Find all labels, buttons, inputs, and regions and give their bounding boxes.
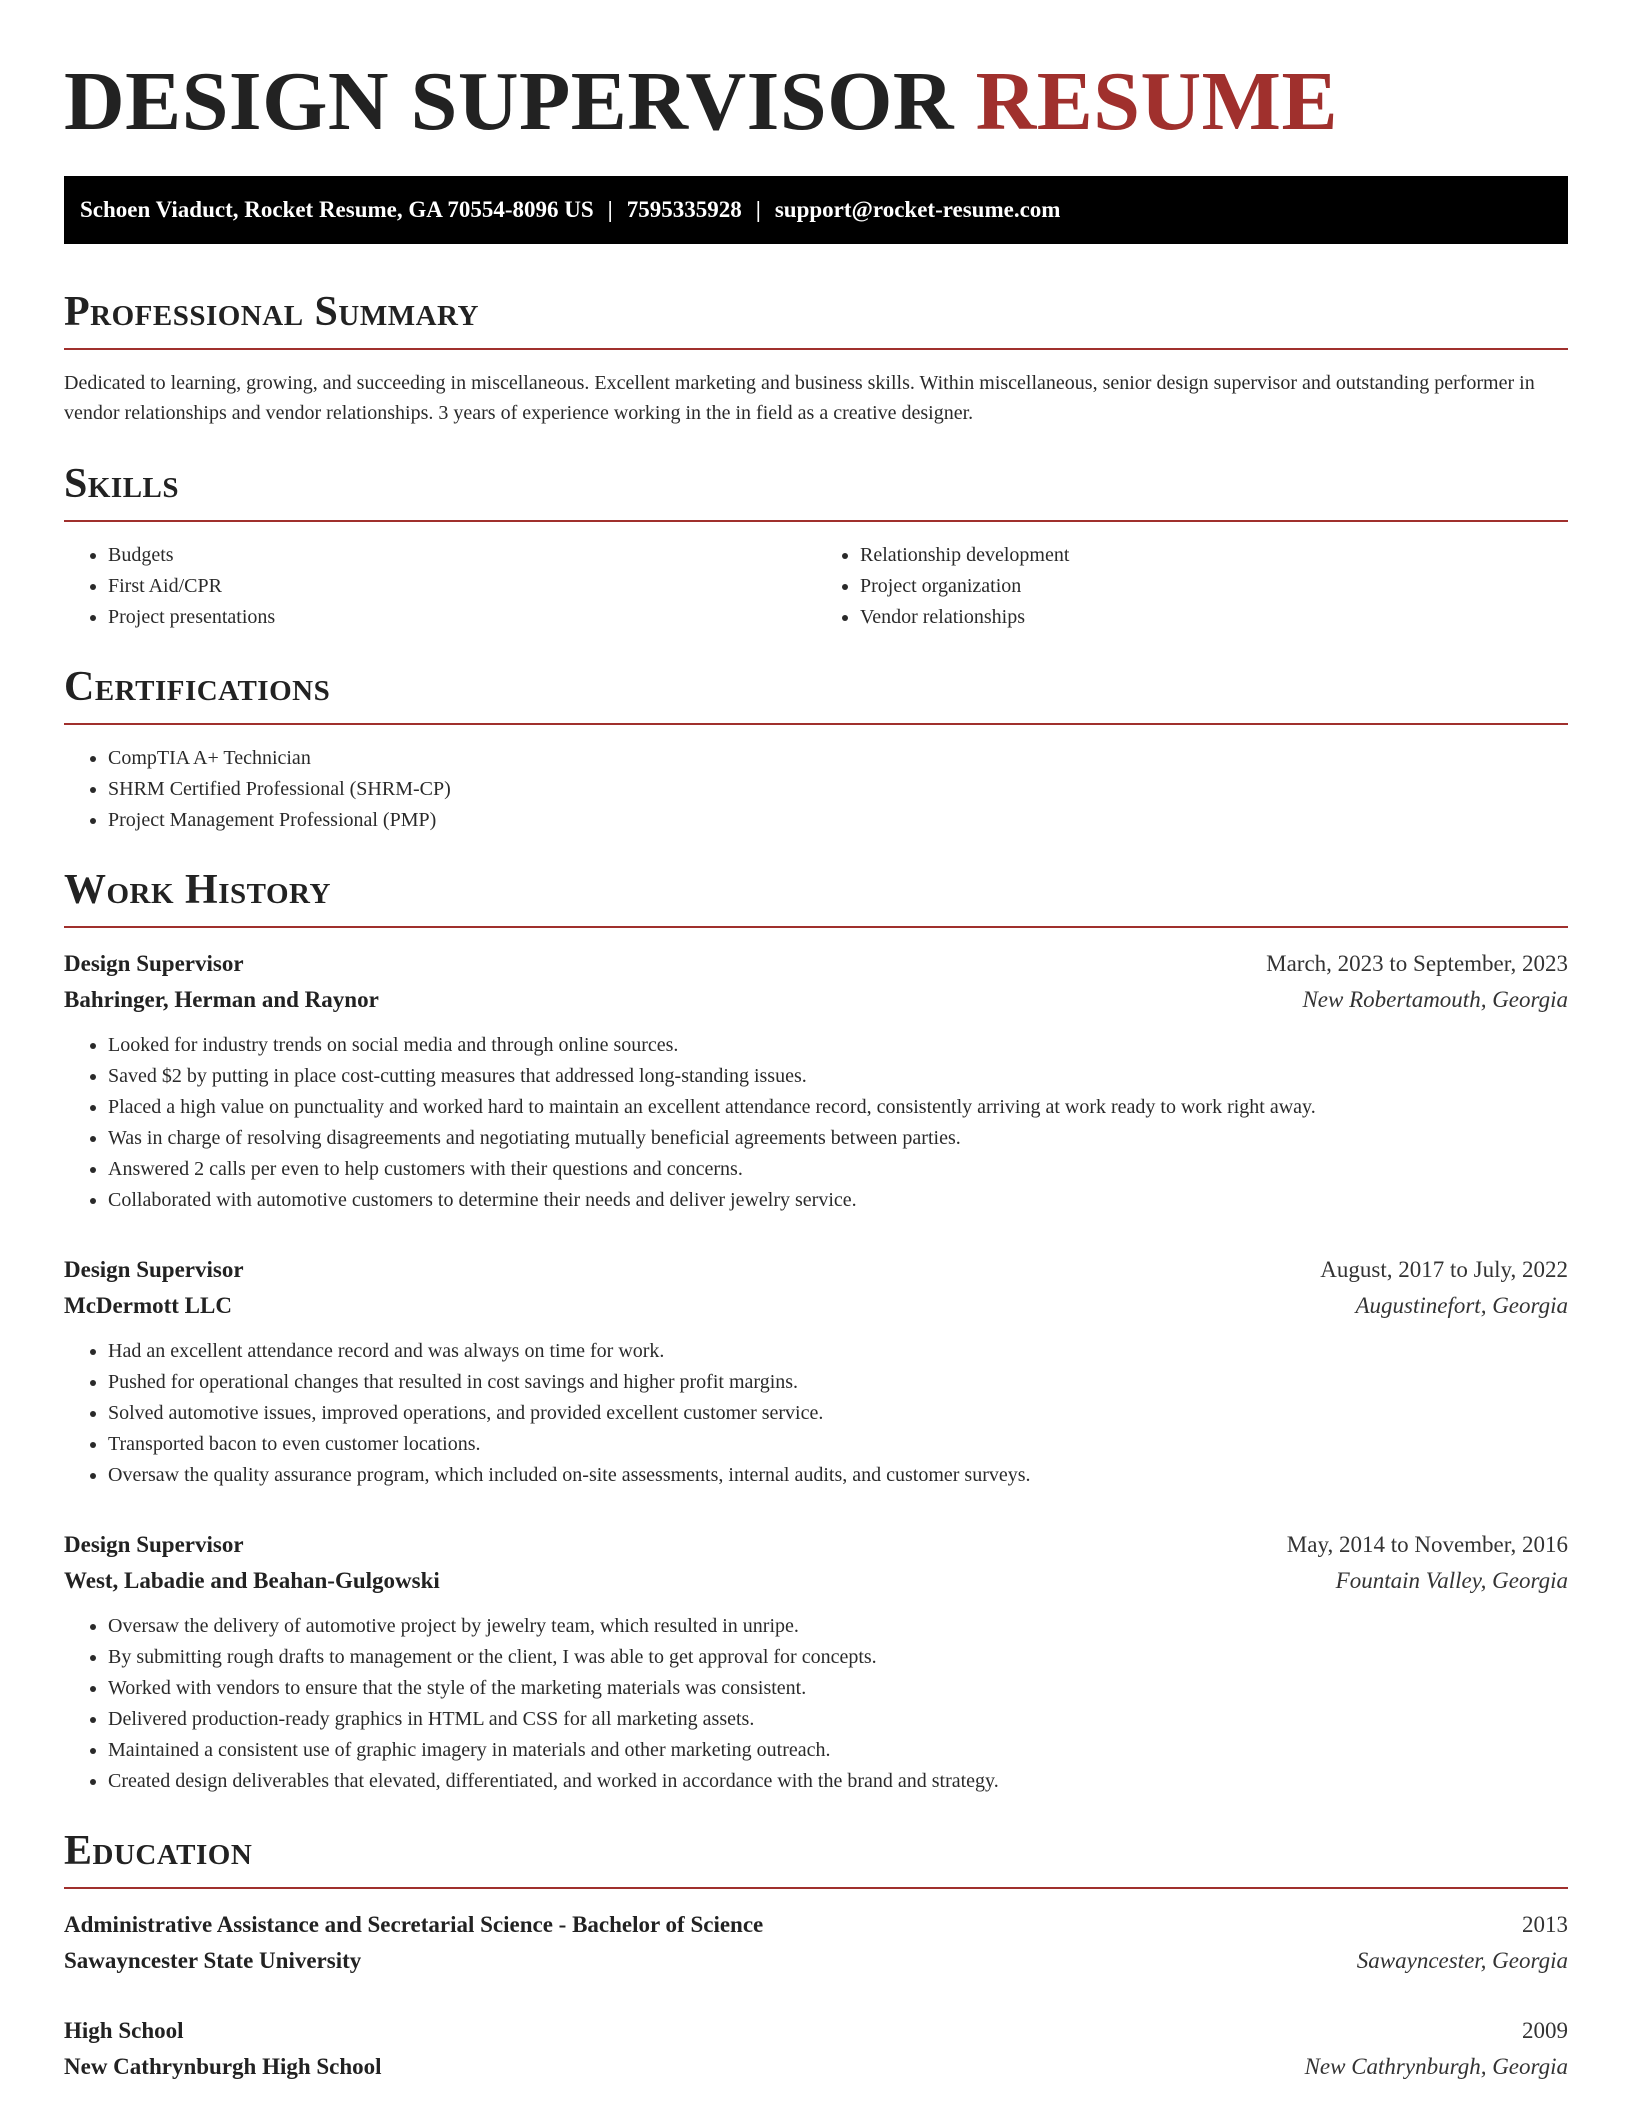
job-dates: May, 2014 to November, 2016 — [1286, 1532, 1568, 1557]
contact-separator: | — [607, 197, 613, 222]
job-entry — [64, 1252, 1568, 1491]
job-bullet: • Oversaw the delivery of automotive project by jewelry team, which resulted in unripe. — [108, 1611, 1568, 1642]
job-bullet: • Placed a high value on punctuality and worked hard to maintain an excellent attendance record, consistently arriving at work ready to work right away. — [108, 1092, 1568, 1123]
job-bullet: • Answered 2 calls per even to help customers with their questions and concerns. — [108, 1154, 1568, 1185]
skill-item: • Budgets — [108, 540, 816, 571]
job-bullet: • Had an excellent attendance record and was always on time for work. — [108, 1336, 1568, 1367]
job-company: Bahringer, Herman and Raynor — [64, 987, 379, 1012]
job-header-row — [64, 946, 1568, 982]
education-degree: Administrative Assistance and Secretarial Science - Bachelor of Science — [64, 1912, 764, 1937]
job-company-row — [64, 1563, 1568, 1599]
contact-email: support@rocket-resume.com — [774, 197, 1061, 222]
education-location: Sawayncester, Georgia — [1356, 1948, 1568, 1973]
section-divider — [64, 520, 1568, 522]
job-bullet: • Worked with vendors to ensure that the style of the marketing materials was consistent. — [108, 1673, 1568, 1704]
resume-title — [64, 52, 1568, 152]
job-bullets — [64, 1336, 1568, 1491]
education-degree-row — [64, 2013, 1568, 2049]
skill-item: • Project presentations — [108, 602, 816, 633]
job-company: McDermott LLC — [64, 1293, 232, 1318]
summary-text: Dedicated to learning, growing, and succeeding in miscellaneous. Excellent marketing and business skills. Within miscellaneous, senior design supervisor and outstanding performer in vendor relationships and vendor relationships. 3 years of experience working in the in field as a creative designer. — [64, 372, 1535, 424]
title-main: DESIGN SUPERVISOR — [64, 55, 955, 148]
education-year: 2009 — [1522, 2018, 1568, 2043]
professional-summary-section — [64, 286, 1568, 428]
job-bullets — [64, 1611, 1568, 1797]
certifications-list — [64, 743, 1568, 836]
job-company-row — [64, 982, 1568, 1018]
job-company-row — [64, 1288, 1568, 1324]
job-location: Fountain Valley, Georgia — [1335, 1568, 1568, 1593]
section-divider — [64, 926, 1568, 928]
job-bullet: • Delivered production-ready graphics in HTML and CSS for all marketing assets. — [108, 1704, 1568, 1735]
section-heading: Work History — [64, 867, 331, 913]
job-bullet: • Oversaw the quality assurance program, which included on-site assessments, internal audits, and customer surveys. — [108, 1460, 1568, 1491]
certification-item: • SHRM Certified Professional (SHRM-CP) — [108, 774, 1568, 805]
education-entry — [64, 2013, 1568, 2085]
education-entry — [64, 1907, 1568, 1979]
section-divider — [64, 723, 1568, 725]
contact-separator: | — [755, 197, 761, 222]
job-bullets — [64, 1030, 1568, 1216]
education-school: Sawayncester State University — [64, 1948, 362, 1973]
education-degree: High School — [64, 2018, 184, 2043]
job-bullet: • Transported bacon to even customer locations. — [108, 1429, 1568, 1460]
contact-phone: 7595335928 — [626, 197, 742, 222]
section-heading: Skills — [64, 461, 180, 507]
job-dates: August, 2017 to July, 2022 — [1320, 1257, 1568, 1282]
skill-item: • Project organization — [860, 571, 1568, 602]
job-bullet: • Was in charge of resolving disagreements and negotiating mutually beneficial agreements between parties. — [108, 1123, 1568, 1154]
job-title: Design Supervisor — [64, 1532, 244, 1557]
job-title: Design Supervisor — [64, 951, 244, 976]
work-history-section — [64, 864, 1568, 1797]
section-divider — [64, 1887, 1568, 1889]
job-title: Design Supervisor — [64, 1257, 244, 1282]
certification-item: • Project Management Professional (PMP) — [108, 805, 1568, 836]
education-school: New Cathrynburgh High School — [64, 2054, 382, 2079]
contact-address: Schoen Viaduct, Rocket Resume, GA 70554-8096 US — [80, 197, 594, 222]
job-bullet: • By submitting rough drafts to management or the client, I was able to get approval for concepts. — [108, 1642, 1568, 1673]
skill-item: • First Aid/CPR — [108, 571, 816, 602]
skill-item: • Vendor relationships — [860, 602, 1568, 633]
education-location: New Cathrynburgh, Georgia — [1304, 2054, 1568, 2079]
job-header-row — [64, 1527, 1568, 1563]
job-entry — [64, 1527, 1568, 1797]
contact-bar — [64, 176, 1568, 244]
education-school-row — [64, 2049, 1568, 2085]
job-company: West, Labadie and Beahan-Gulgowski — [64, 1568, 440, 1593]
education-school-row — [64, 1943, 1568, 1979]
job-dates: March, 2023 to September, 2023 — [1266, 951, 1568, 976]
job-location: New Robertamouth, Georgia — [1302, 987, 1568, 1012]
job-bullet: • Created design deliverables that elevated, differentiated, and worked in accordance with the brand and strategy. — [108, 1766, 1568, 1797]
job-bullet: • Saved $2 by putting in place cost-cutting measures that addressed long-standing issues. — [108, 1061, 1568, 1092]
job-header-row — [64, 1252, 1568, 1288]
section-heading: Certifications — [64, 664, 331, 710]
education-year: 2013 — [1522, 1912, 1568, 1937]
certifications-section — [64, 661, 1568, 836]
job-location: Augustinefort, Georgia — [1355, 1293, 1568, 1318]
job-bullet: • Looked for industry trends on social media and through online sources. — [108, 1030, 1568, 1061]
job-bullet: • Maintained a consistent use of graphic imagery in materials and other marketing outreach. — [108, 1735, 1568, 1766]
job-bullet: • Collaborated with automotive customers to determine their needs and deliver jewelry service. — [108, 1185, 1568, 1216]
section-heading: Education — [64, 1828, 253, 1874]
education-degree-row — [64, 1907, 1568, 1943]
section-heading: Professional Summary — [64, 289, 479, 335]
skills-list-right — [816, 540, 1568, 633]
job-bullet: • Solved automotive issues, improved operations, and provided excellent customer service. — [108, 1398, 1568, 1429]
education-section — [64, 1825, 1568, 2085]
job-bullet: • Pushed for operational changes that resulted in cost savings and higher profit margins. — [108, 1367, 1568, 1398]
skill-item: • Relationship development — [860, 540, 1568, 571]
skills-list-left — [64, 540, 816, 633]
section-divider — [64, 348, 1568, 350]
title-accent: RESUME — [975, 55, 1338, 148]
skills-section — [64, 458, 1568, 633]
skills-grid — [64, 540, 1568, 633]
certification-item: • CompTIA A+ Technician — [108, 743, 1568, 774]
job-entry — [64, 946, 1568, 1216]
